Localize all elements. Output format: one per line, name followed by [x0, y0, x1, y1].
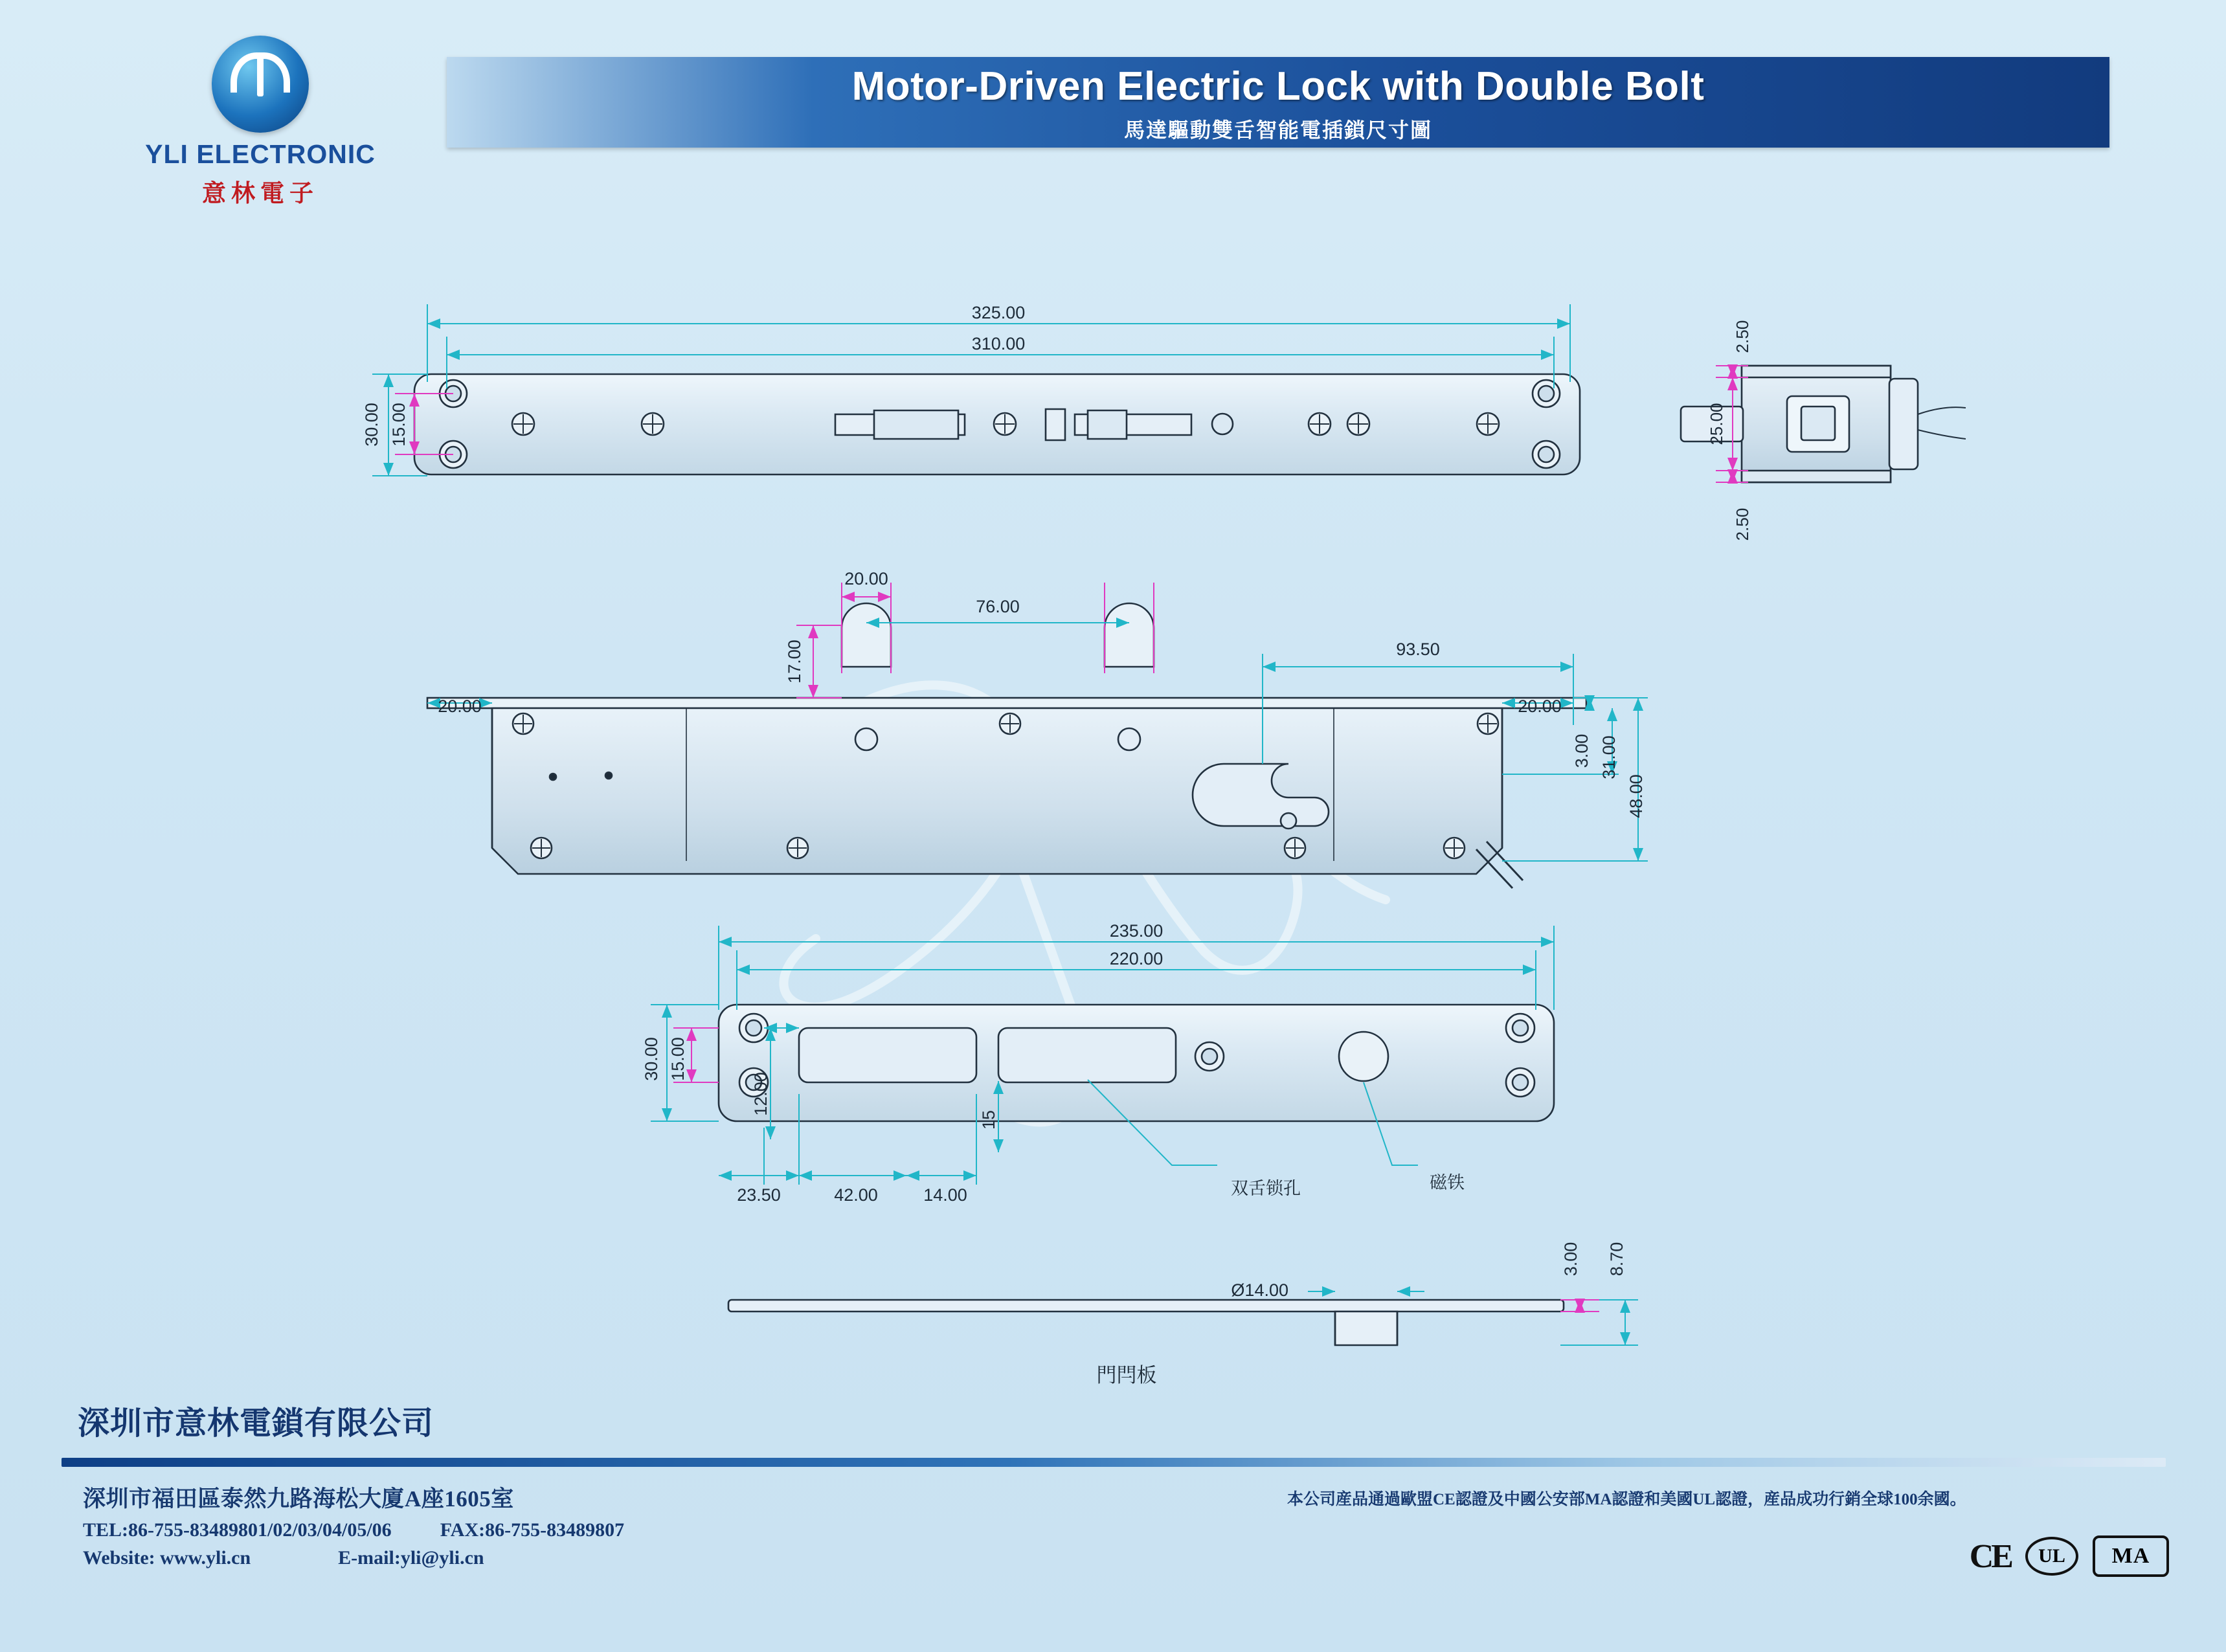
footer-contact	[83, 1481, 624, 1569]
callout-magnet: 磁铁	[1430, 1173, 1465, 1192]
ce-mark-icon: CE	[1969, 1537, 2011, 1575]
dim-side-height: 25.00	[1707, 403, 1726, 445]
strike-plate-caption: 門閂板	[1096, 1364, 1157, 1387]
company-tel: TEL:86-755-83489801/02/03/04/05/06	[83, 1519, 392, 1541]
certification-marks	[1970, 1535, 2169, 1577]
company-name: 深圳市意林電鎖有限公司	[78, 1406, 434, 1441]
dim-body-h1: 31.00	[1599, 735, 1619, 779]
dim-strike-thk: 3.00	[1561, 1242, 1580, 1277]
dim-slot-from-edge: 23.50	[737, 1185, 781, 1205]
dim-top-overall: 325.00	[971, 303, 1026, 322]
callout-double-bolt-hole: 双舌锁孔	[1231, 1179, 1301, 1198]
ma-mark-icon: MA	[2093, 1535, 2169, 1577]
dim-slot-length: 42.00	[834, 1185, 878, 1205]
strike-plate-view	[728, 1300, 1564, 1345]
dim-slot-height2: 15	[979, 1110, 998, 1130]
dim-side-thk-bottom: 2.50	[1733, 508, 1752, 541]
dim-plate-height: 30.00	[642, 1037, 661, 1081]
top-view	[414, 374, 1580, 474]
ul-mark-icon: UL	[2025, 1537, 2078, 1576]
company-address: 深圳市福田區泰然九路海松大廈A座1605室	[83, 1486, 514, 1512]
company-website[interactable]: Website: www.yli.cn	[83, 1547, 251, 1568]
dim-plate-overall: 235.00	[1109, 921, 1164, 941]
dim-slot-height: 12.00	[751, 1072, 770, 1116]
company-fax: FAX:86-755-83489807	[440, 1519, 625, 1541]
page-title-cn: 馬達驅動雙舌智能電插鎖尺寸圖	[1123, 118, 1432, 142]
dim-bolt-width: 20.00	[844, 569, 888, 588]
page-title-en: Motor-Driven Electric Lock with Double Bolt	[851, 64, 1705, 109]
dim-bolt-spacing: 76.00	[976, 597, 1020, 616]
dim-strike-total: 8.70	[1607, 1242, 1626, 1277]
front-plate-view	[719, 1005, 1554, 1121]
dim-plate-hole: 15.00	[668, 1037, 688, 1081]
dim-plate-inner: 220.00	[1109, 949, 1164, 968]
logo-text-en: YLI ELECTRONIC	[145, 139, 376, 169]
dim-mid-left-edge: 20.00	[438, 697, 482, 716]
dim-top-height: 30.00	[362, 403, 381, 447]
logo-text-cn: 意林電子	[202, 180, 319, 206]
company-email[interactable]: E-mail:yli@yli.cn	[338, 1547, 484, 1568]
dim-top-hole: 15.00	[389, 403, 409, 447]
dim-body-h2: 48.00	[1626, 774, 1646, 818]
dim-side-thk-top: 2.50	[1733, 320, 1752, 353]
dim-bolt-height: 17.00	[785, 640, 804, 684]
dim-mid-right-edge: 20.00	[1518, 697, 1562, 716]
middle-view	[427, 603, 1904, 888]
dim-mid-wire: 93.50	[1396, 640, 1440, 659]
dim-plate-thk: 3.00	[1572, 733, 1591, 768]
dim-strike-hole-dia: Ø14.00	[1231, 1280, 1288, 1300]
dim-slot-gap: 14.00	[923, 1185, 967, 1205]
dim-top-inner: 310.00	[971, 334, 1026, 353]
footer-divider	[62, 1458, 2166, 1467]
certification-note: 本公司産品通過歐盟CE認證及中國公安部MA認證和美國UL認證，産品成功行銷全球100余國。	[1287, 1491, 1966, 1508]
